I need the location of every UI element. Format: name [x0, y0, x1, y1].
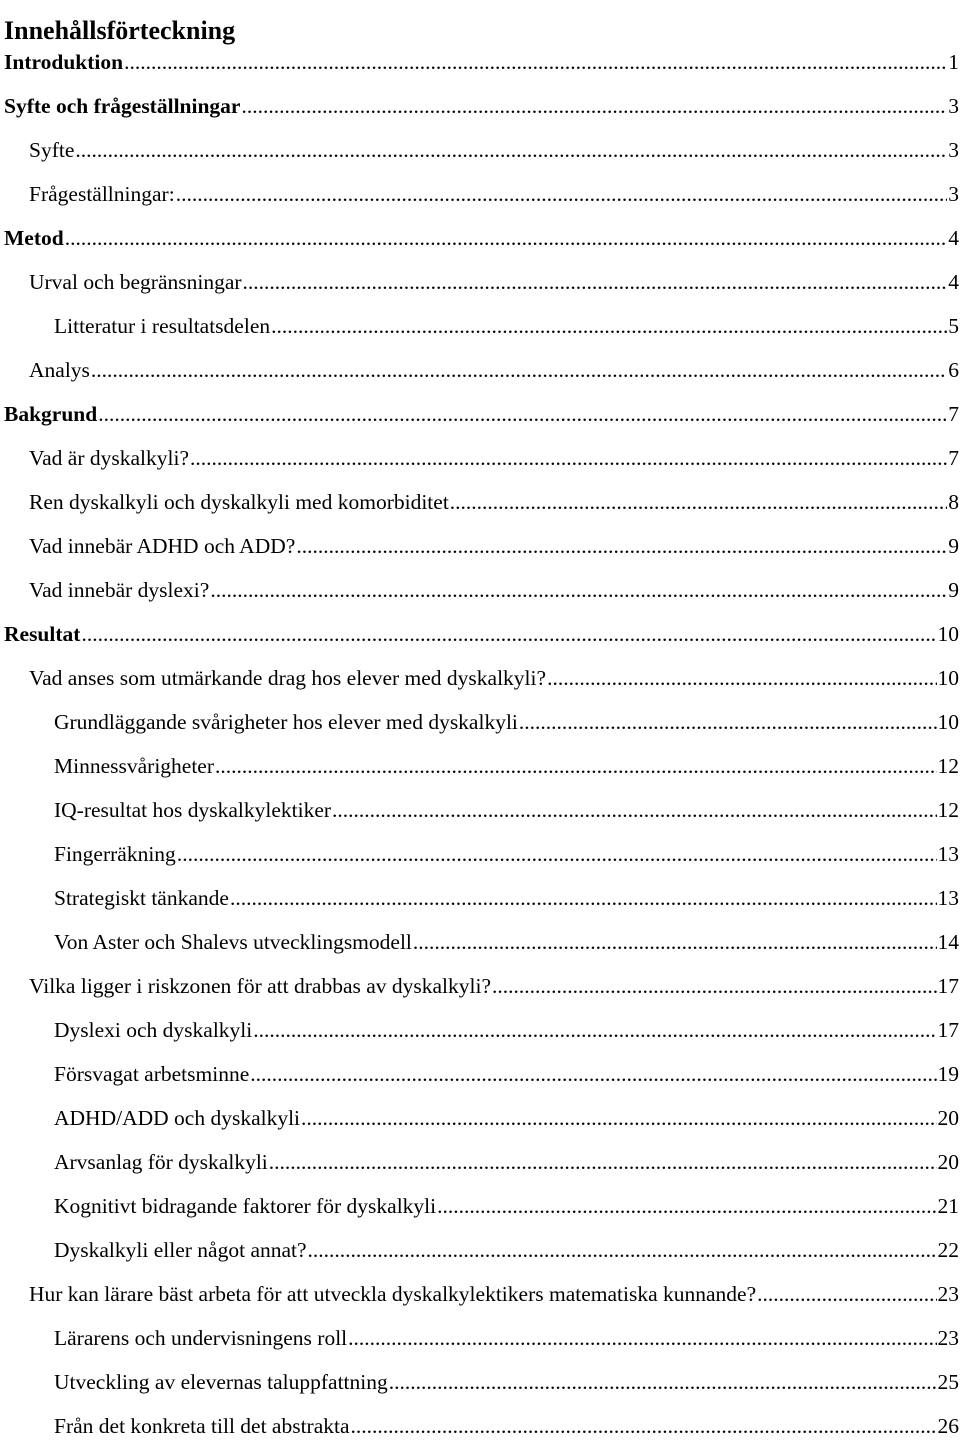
toc-dot-leader [308, 1228, 937, 1272]
toc-entry-page-number: 25 [937, 1370, 959, 1394]
toc-entry-title: Litteratur i resultatsdelen [54, 314, 271, 338]
toc-entry-title: Grundläggande svårigheter hos elever med dyskalkyli [54, 710, 518, 734]
toc-entry-title: Dyskalkyli eller något annat? [54, 1238, 307, 1262]
toc-entry-title: Von Aster och Shalevs utvecklingsmodell [54, 930, 412, 954]
toc-entry[interactable] [0, 1360, 960, 1404]
toc-entry[interactable] [0, 788, 960, 832]
toc-entry[interactable] [0, 480, 960, 524]
toc-entry-title: Vad innebär ADHD och ADD? [29, 534, 296, 558]
toc-entry[interactable] [0, 1096, 960, 1140]
toc-dot-leader [296, 524, 947, 568]
toc-entry[interactable] [0, 84, 960, 128]
toc-entry-page-number: 3 [948, 182, 959, 206]
toc-entry-page-number: 20 [937, 1106, 959, 1130]
toc-entry-title: Fingerräkning [54, 842, 176, 866]
toc-dot-leader [230, 876, 937, 920]
toc-dot-leader [450, 480, 947, 524]
toc-entry-title: Vad är dyskalkyli? [29, 446, 190, 470]
toc-entry-page-number: 21 [937, 1194, 959, 1218]
toc-entry-title: IQ-resultat hos dyskalkylektiker [54, 798, 332, 822]
toc-entry-page-number: 7 [948, 402, 959, 426]
toc-dot-leader [301, 1096, 936, 1140]
toc-dot-leader [75, 128, 947, 172]
toc-entry-page-number: 4 [948, 270, 959, 294]
toc-entry-page-number: 10 [937, 710, 959, 734]
toc-entry-page-number: 1 [948, 50, 959, 74]
toc-entry[interactable] [0, 304, 960, 348]
toc-entry[interactable] [0, 40, 960, 84]
toc-entry[interactable] [0, 1052, 960, 1096]
toc-entry-title: Syfte [29, 138, 75, 162]
toc-entry[interactable] [0, 172, 960, 216]
toc-entry-title: Syfte och frågeställningar [4, 94, 241, 118]
toc-entry[interactable] [0, 920, 960, 964]
toc-dot-leader [348, 1316, 936, 1360]
toc-dot-leader [437, 1184, 936, 1228]
toc-entry-title: Försvagat arbetsminne [54, 1062, 250, 1086]
toc-dot-leader [176, 172, 948, 216]
toc-dot-leader [547, 656, 936, 700]
toc-entry-page-number: 12 [937, 754, 959, 778]
toc-list [0, 40, 960, 1448]
toc-entry[interactable] [0, 436, 960, 480]
toc-entry-title: Arvsanlag för dyskalkyli [54, 1150, 268, 1174]
toc-dot-leader [210, 568, 947, 612]
toc-entry[interactable] [0, 260, 960, 304]
toc-entry-page-number: 12 [937, 798, 959, 822]
toc-entry[interactable] [0, 524, 960, 568]
toc-dot-leader [190, 436, 947, 480]
toc-entry-page-number: 3 [948, 138, 959, 162]
toc-entry[interactable] [0, 612, 960, 656]
toc-dot-leader [351, 1404, 937, 1448]
toc-entry-page-number: 17 [937, 974, 959, 998]
toc-entry-title: Frågeställningar: [29, 182, 175, 206]
toc-entry-title: Minnessvårigheter [54, 754, 215, 778]
toc-entry-page-number: 19 [937, 1062, 959, 1086]
toc-dot-leader [269, 1140, 937, 1184]
toc-entry[interactable] [0, 744, 960, 788]
toc-dot-leader [253, 1008, 936, 1052]
toc-entry-page-number: 4 [948, 226, 959, 250]
toc-entry-page-number: 14 [937, 930, 959, 954]
toc-entry-title: Metod [4, 226, 64, 250]
toc-entry-page-number: 23 [937, 1326, 959, 1350]
toc-entry[interactable] [0, 1228, 960, 1272]
toc-entry-title: Hur kan lärare bäst arbeta för att utveckla dyskalkylektikers matematiska kunnande? [29, 1282, 757, 1306]
toc-dot-leader [241, 84, 947, 128]
toc-entry-page-number: 5 [948, 314, 959, 338]
toc-dot-leader [332, 788, 936, 832]
toc-entry[interactable] [0, 128, 960, 172]
toc-entry-page-number: 23 [937, 1282, 959, 1306]
toc-dot-leader [389, 1360, 937, 1404]
toc-dot-leader [215, 744, 936, 788]
toc-entry-page-number: 9 [948, 534, 959, 558]
toc-entry[interactable] [0, 964, 960, 1008]
toc-entry[interactable] [0, 1140, 960, 1184]
toc-dot-leader [757, 1272, 936, 1316]
toc-entry-page-number: 3 [948, 94, 959, 118]
toc-entry-page-number: 9 [948, 578, 959, 602]
toc-dot-leader [413, 920, 937, 964]
toc-entry[interactable] [0, 700, 960, 744]
toc-entry-title: Vad anses som utmärkande drag hos elever med dyskalkyli? [29, 666, 547, 690]
toc-entry[interactable] [0, 1316, 960, 1360]
toc-entry[interactable] [0, 656, 960, 700]
toc-entry-page-number: 7 [948, 446, 959, 470]
toc-entry[interactable] [0, 1008, 960, 1052]
toc-entry-page-number: 20 [937, 1150, 959, 1174]
toc-entry[interactable] [0, 832, 960, 876]
toc-dot-leader [65, 216, 948, 260]
toc-entry-title: Urval och begränsningar [29, 270, 242, 294]
toc-entry-page-number: 8 [948, 490, 959, 514]
toc-entry-page-number: 13 [937, 842, 959, 866]
toc-entry-title: Ren dyskalkyli och dyskalkyli med komorbiditet [29, 490, 449, 514]
toc-entry[interactable] [0, 876, 960, 920]
toc-entry-title: Bakgrund [4, 402, 98, 426]
toc-entry[interactable] [0, 1272, 960, 1316]
toc-entry-title: Från det konkreta till det abstrakta [54, 1414, 350, 1438]
toc-entry-title: ADHD/ADD och dyskalkyli [54, 1106, 301, 1130]
toc-dot-leader [124, 40, 947, 84]
toc-dot-leader [81, 612, 936, 656]
toc-entry-title: Analys [29, 358, 90, 382]
toc-entry-title: Kognitivt bidragande faktorer för dyskalkyli [54, 1194, 437, 1218]
toc-entry-page-number: 26 [937, 1414, 959, 1438]
toc-entry-page-number: 13 [937, 886, 959, 910]
toc-entry[interactable] [0, 392, 960, 436]
toc-entry-title: Introduktion [4, 50, 124, 74]
toc-dot-leader [243, 260, 948, 304]
toc-entry[interactable] [0, 216, 960, 260]
toc-entry-title: Vilka ligger i riskzonen för att drabbas av dyskalkyli? [29, 974, 492, 998]
toc-entry-title: Dyslexi och dyskalkyli [54, 1018, 253, 1042]
toc-dot-leader [492, 964, 936, 1008]
toc-heading: Innehållsförteckning [4, 16, 236, 46]
toc-entry-title: Strategiskt tänkande [54, 886, 229, 910]
toc-entry-page-number: 10 [937, 622, 959, 646]
toc-entry[interactable] [0, 1184, 960, 1228]
toc-entry-page-number: 10 [937, 666, 959, 690]
toc-dot-leader [177, 832, 937, 876]
toc-entry-title: Utveckling av elevernas taluppfattning [54, 1370, 388, 1394]
toc-entry[interactable] [0, 1404, 960, 1448]
toc-entry[interactable] [0, 348, 960, 392]
toc-dot-leader [519, 700, 937, 744]
toc-entry-title: Lärarens och undervisningens roll [54, 1326, 348, 1350]
toc-dot-leader [271, 304, 947, 348]
toc-dot-leader [98, 392, 947, 436]
toc-dot-leader [91, 348, 947, 392]
toc-entry-page-number: 22 [937, 1238, 959, 1262]
toc-entry-page-number: 6 [948, 358, 959, 382]
toc-entry[interactable] [0, 568, 960, 612]
toc-entry-page-number: 17 [937, 1018, 959, 1042]
toc-dot-leader [250, 1052, 936, 1096]
toc-entry-title: Resultat [4, 622, 81, 646]
toc-entry-title: Vad innebär dyslexi? [29, 578, 210, 602]
